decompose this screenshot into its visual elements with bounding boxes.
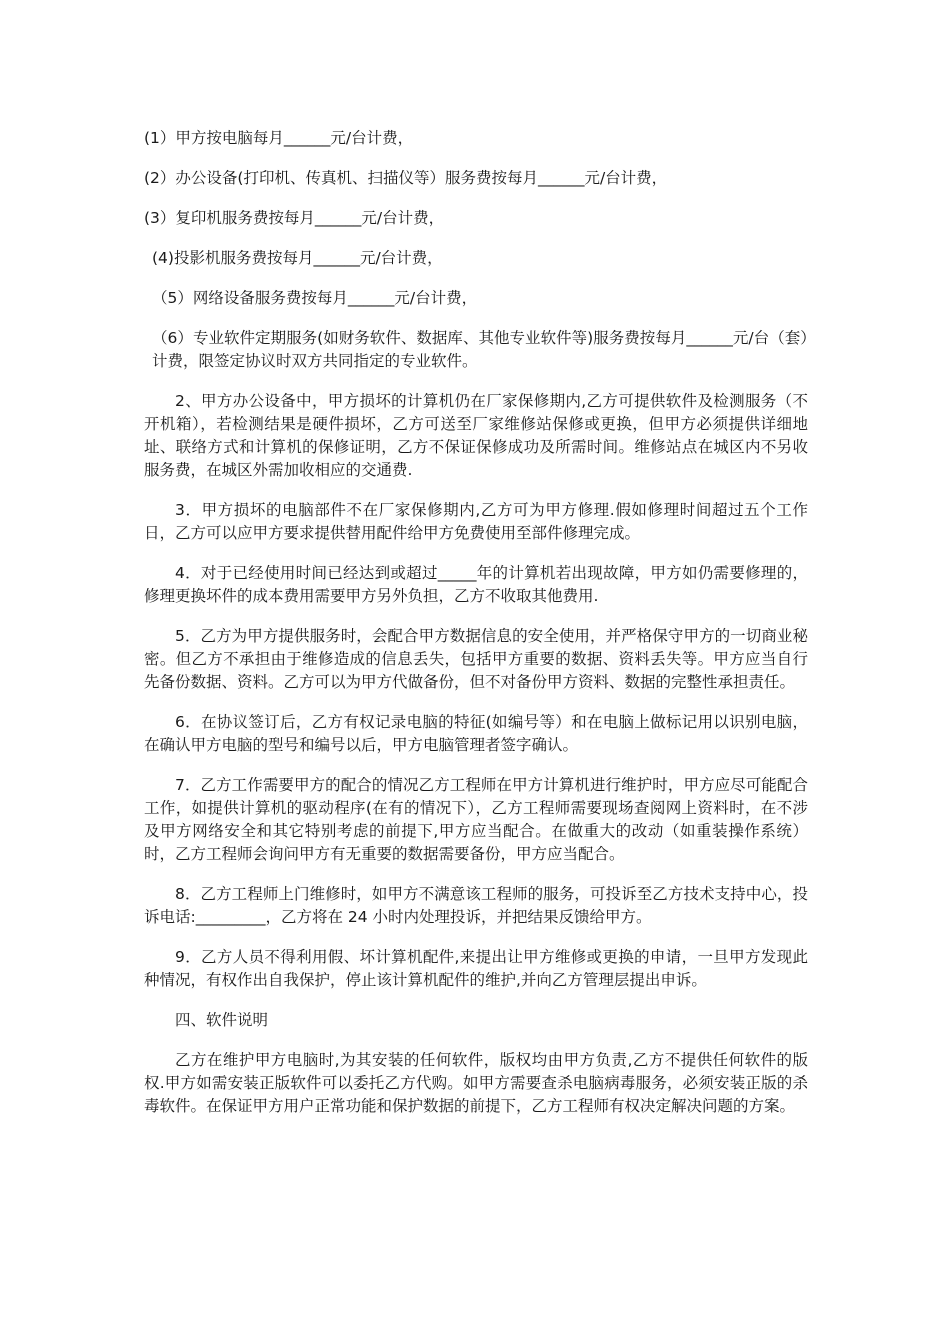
clause-7: 7．乙方工作需要甲方的配合的情况乙方工程师在甲方计算机进行维护时，甲方应尽可能配合工作，如提供计算机的驱动程序(在有的情况下），乙方工程师需要现场查阅网上资料时，在不涉及甲方网络安全和其它特别考虑的前提下,甲方应当配合。在做重大的改动（如重装操作系统）时，乙方工程师会询问甲方有无重要的数据需要备份，甲方应当配合。 bbox=[144, 776, 808, 863]
clause-9: 9．乙方人员不得利用假、坏计算机配件,来提出让甲方维修或更换的申请，一旦甲方发现此种情况，有权作出自我保护，停止该计算机配件的维护,并向乙方管理层提出申诉。 bbox=[144, 948, 808, 989]
section-heading-software: 四、软件说明 bbox=[175, 1011, 269, 1029]
software-paragraph: 乙方在维护甲方电脑时,为其安装的任何软件，版权均由甲方负责,乙方不提供任何软件的版权.甲方如需安装正版软件可以委托乙方代购。如甲方需要查杀电脑病毒服务，必须安装正版的杀毒软件。在保证甲方用户正常功能和保护数据的前提下，乙方工程师有权决定解决问题的方案。 bbox=[144, 1051, 808, 1115]
fee-item-office-equipment: (2）办公设备(打印机、传真机、扫描仪等）服务费按每月______元/台计费， bbox=[144, 169, 668, 187]
fee-item-copier: (3）复印机服务费按每月______元/台计费， bbox=[144, 209, 445, 227]
clause-2: 2、甲方办公设备中，甲方损坏的计算机仍在厂家保修期内,乙方可提供软件及检测服务（不开机箱），若检测结果是硬件损坏，乙方可送至厂家维修站保修或更换，但甲方必须提供详细地址、联络方式和计算机的保修证明，乙方不保证保修成功及所需时间。维修站点在城区内不另收服务费，在城区外需加收相应的交通费. bbox=[144, 392, 808, 479]
clause-6: 6．在协议签订后，乙方有权记录电脑的特征(如编号等）和在电脑上做标记用以识别电脑，在确认甲方电脑的型号和编号以后，甲方电脑管理者签字确认。 bbox=[144, 713, 808, 754]
fee-item-network: （5）网络设备服务费按每月______元/台计费， bbox=[152, 289, 478, 307]
clause-3: 3．甲方损坏的电脑部件不在厂家保修期内,乙方可为甲方修理.假如修理时间超过五个工作日，乙方可以应甲方要求提供替用配件给甲方免费使用至部件修理完成。 bbox=[144, 501, 808, 542]
clause-5: 5．乙方为甲方提供服务时，会配合甲方数据信息的安全使用，并严格保守甲方的一切商业秘密。但乙方不承担由于维修造成的信息丢失，包括甲方重要的数据、资料丢失等。甲方应当自行先备份数据、资料。乙方可以为甲方代做备份，但不对备份甲方资料、数据的完整性承担责任。 bbox=[144, 627, 808, 691]
document-body bbox=[144, 127, 808, 1135]
fee-item-software: （6）专业软件定期服务(如财务软件、数据库、其他专业软件等)服务费按每月______元/台（套）计费，限签定协议时双方共同指定的专业软件。 bbox=[152, 329, 808, 370]
clause-4: 4．对于已经使用时间已经达到或超过_____年的计算机若出现故障，甲方如仍需要修理的，修理更换坏件的成本费用需要甲方另外负担，乙方不收取其他费用. bbox=[144, 564, 808, 605]
clause-8: 8．乙方工程师上门维修时，如甲方不满意该工程师的服务，可投诉至乙方技术支持中心，投诉电话:_________，乙方将在 24 小时内处理投诉，并把结果反馈给甲方。 bbox=[144, 885, 808, 926]
fee-item-projector: (4)投影机服务费按每月______元/台计费， bbox=[152, 249, 443, 267]
fee-item-computer: (1）甲方按电脑每月______元/台计费， bbox=[144, 129, 414, 147]
